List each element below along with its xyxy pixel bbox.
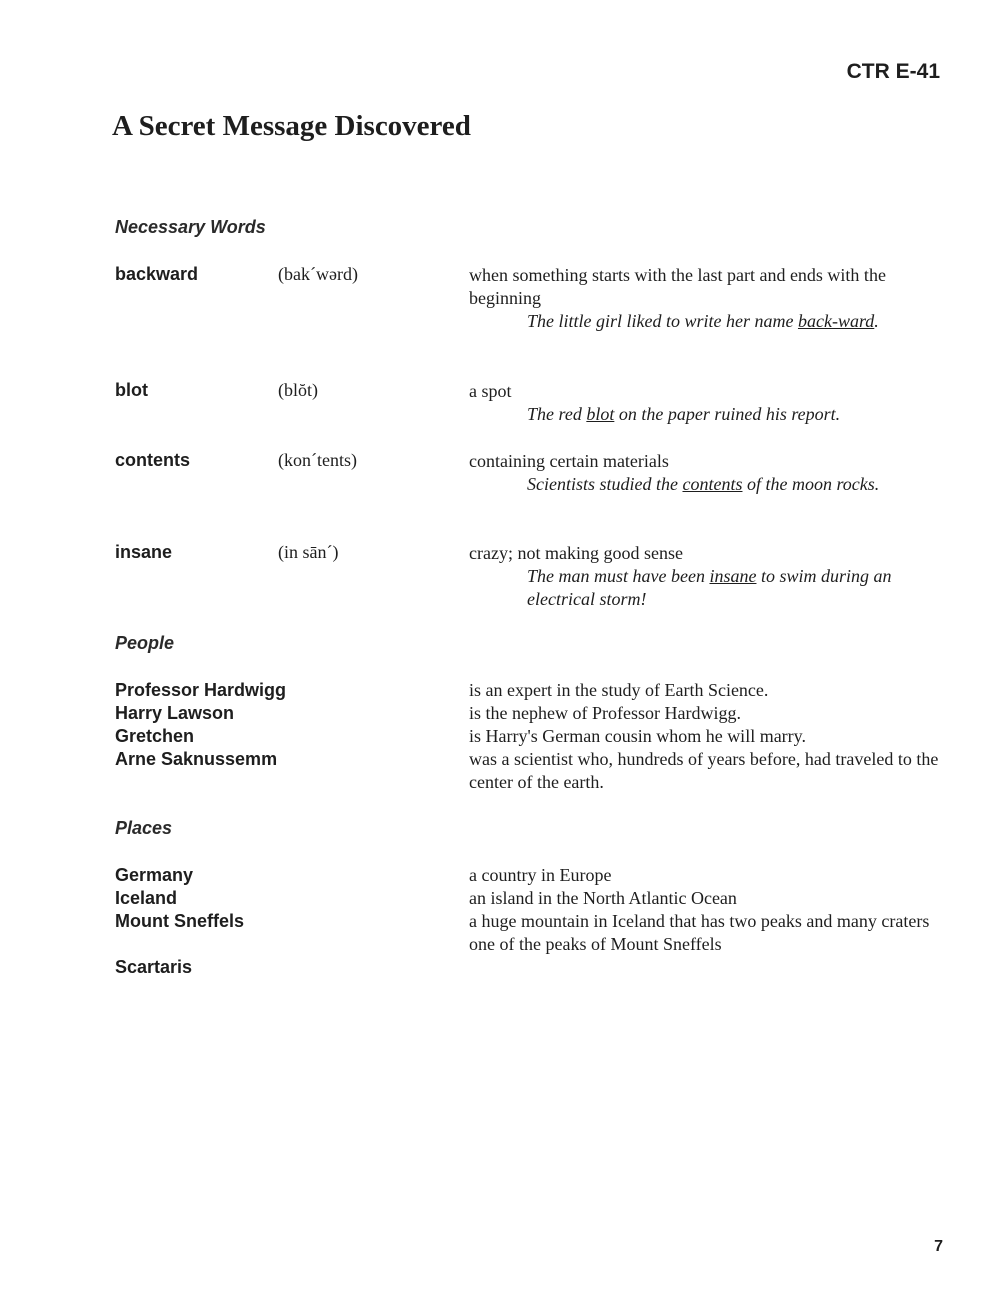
person-name: Gretchen: [115, 726, 195, 746]
people-names: [115, 679, 286, 771]
vocab-term: blot: [115, 380, 148, 400]
person-name: Professor Hardwigg: [115, 680, 287, 700]
place-description: one of the peaks of Mount Sneffels: [469, 934, 722, 954]
example-sentence: [469, 403, 949, 426]
page-title: A Secret Message Discovered: [112, 110, 471, 142]
person-description: is an expert in the study of Earth Science.: [469, 680, 769, 700]
example-text: The little girl liked to write her name: [527, 311, 798, 331]
page-number: 7: [934, 1238, 943, 1255]
vocab-term: insane: [115, 542, 173, 562]
example-text: The man must have been: [527, 566, 710, 586]
place-name: Scartaris: [115, 957, 193, 977]
person-name: Arne Saknussemm: [115, 749, 278, 769]
place-description: a country in Europe: [469, 865, 612, 885]
person-description: is the nephew of Professor Hardwigg.: [469, 703, 741, 723]
definition-text: a spot: [469, 381, 512, 401]
example-sentence: [469, 310, 949, 333]
place-description: a huge mountain in Iceland that has two peaks and many craters: [469, 911, 930, 931]
definition-text: crazy; not making good sense: [469, 543, 683, 563]
person-description: was a scientist who, hundreds of years before, had traveled to the center of the earth.: [469, 749, 939, 792]
people-descriptions: [469, 679, 949, 794]
vocab-pronunciation: (in sān´): [278, 542, 339, 562]
vocab-term: backward: [115, 264, 199, 284]
example-keyword: back-ward: [797, 311, 875, 331]
section-heading-places: Places: [115, 818, 173, 838]
person-name: Harry Lawson: [115, 703, 235, 723]
vocab-definition: [469, 380, 949, 426]
definition-text: containing certain materials: [469, 451, 669, 471]
example-keyword: blot: [586, 404, 615, 424]
example-text: Scientists studied the: [527, 474, 683, 494]
example-text: of the moon rocks.: [742, 474, 880, 494]
example-text: on the paper ruined his report.: [614, 404, 841, 424]
vocab-pronunciation: (bak´wərd): [278, 264, 358, 284]
example-sentence: [469, 565, 949, 611]
vocab-definition: [469, 264, 949, 333]
person-description: is Harry's German cousin whom he will marry.: [469, 726, 806, 746]
vocab-definition: [469, 450, 949, 496]
vocab-pronunciation: (blŏt): [278, 380, 318, 400]
example-keyword: insane: [709, 566, 757, 586]
vocab-definition: [469, 542, 949, 611]
example-text: The red: [527, 404, 587, 424]
section-heading-necessary-words: Necessary Words: [115, 217, 266, 237]
definition-text: when something starts with the last part and ends with the beginning: [469, 265, 886, 308]
example-text: .: [874, 311, 879, 331]
place-names: [115, 864, 244, 979]
place-description: an island in the North Atlantic Ocean: [469, 888, 737, 908]
section-heading-people: People: [115, 633, 175, 653]
example-sentence: [469, 473, 949, 496]
vocab-pronunciation: (kon´tents): [278, 450, 357, 470]
example-keyword: contents: [682, 474, 743, 494]
place-name: Mount Sneffels: [115, 911, 244, 931]
place-name: Germany: [115, 865, 194, 885]
document-code: CTR E-41: [846, 60, 940, 83]
vocab-term: contents: [115, 450, 191, 470]
place-name: Iceland: [115, 888, 178, 908]
example-text: to swim during an electrical storm!: [527, 566, 892, 609]
place-descriptions: [469, 864, 949, 956]
